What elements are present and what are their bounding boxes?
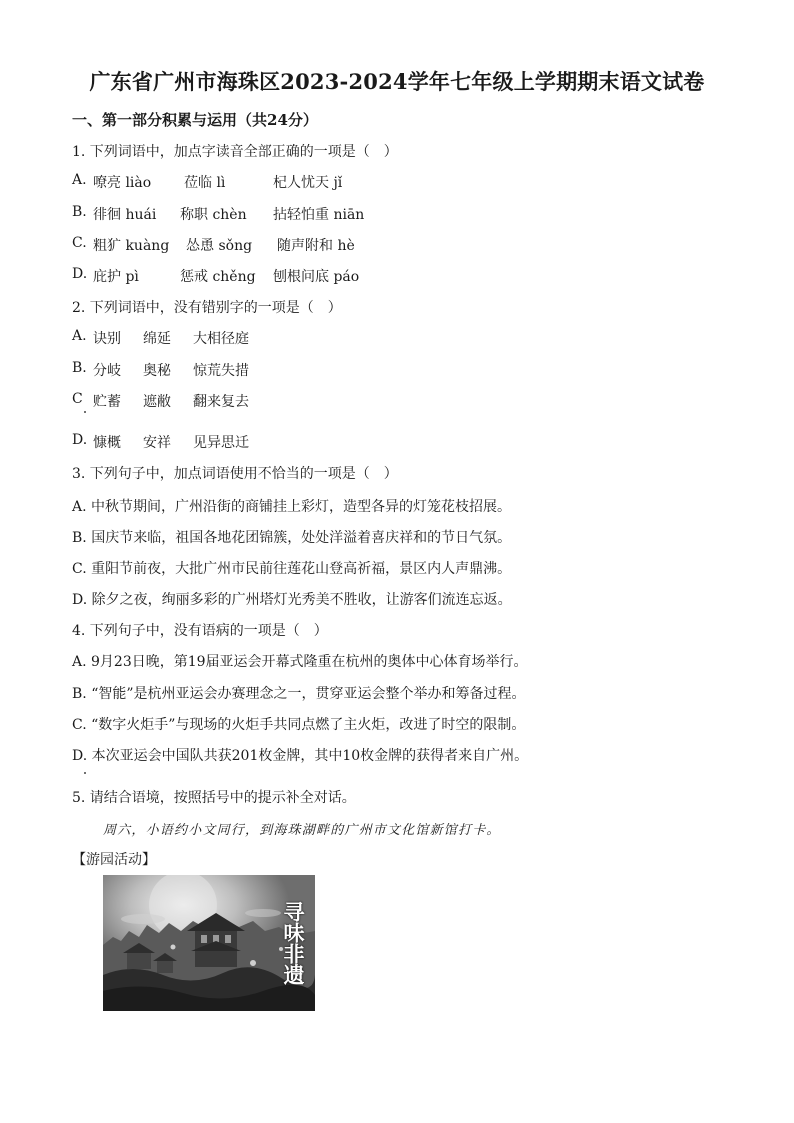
q4-option-d: D. 本次亚运会中国队共获201枚金牌，其中10枚金牌的获得者来自广州。 — [72, 748, 529, 764]
question-1-stem: 1. 下列词语中，加点字读音全部正确的一项是（ ） — [72, 144, 398, 160]
question-2-stem: 2. 下列词语中，没有错别字的一项是（ ） — [72, 300, 342, 316]
option-letter: B. — [72, 204, 87, 220]
option-item: 见异思迁 — [193, 435, 249, 451]
option-item: 随声附和 hè — [277, 238, 355, 254]
option-letter: A. — [72, 328, 87, 344]
option-item: 嘹亮 liào — [93, 175, 152, 191]
option-letter: A. — [72, 172, 87, 188]
q4-option-a: A. 9月23日晚，第19届亚运会开幕式隆重在杭州的奥体中心体育场举行。 — [72, 654, 528, 670]
option-item: 奥秘 — [143, 363, 171, 379]
option-item: 徘徊 huái — [93, 207, 157, 223]
option-item: 杞人忧天 jǐ — [273, 175, 343, 191]
question-5-stem: 5. 请结合语境，按照括号中的提示补全对话。 — [72, 790, 356, 806]
option-letter: D. — [72, 432, 88, 448]
option-letter: B. — [72, 360, 87, 376]
option-item: 粗犷 kuàng — [93, 238, 170, 254]
option-item: 庇护 pì — [93, 269, 139, 285]
option-item: 拈轻怕重 niān — [273, 207, 365, 223]
question-4-stem: 4. 下列句子中，没有语病的一项是（ ） — [72, 623, 328, 639]
q3-option-d: D. 除夕之夜，绚丽多彩的广州塔灯光秀美不胜收，让游客们流连忘返。 — [72, 592, 512, 608]
option-item: 安祥 — [143, 435, 171, 451]
option-item: 刨根问底 páo — [273, 269, 360, 285]
option-item: 怂恿 sǒng — [186, 238, 253, 254]
option-item: 慷概 — [93, 435, 121, 451]
q3-option-b: B. 国庆节来临，祖国各地花团锦簇，处处洋溢着喜庆祥和的节日气氛。 — [72, 530, 512, 546]
q3-option-c: C. 重阳节前夜，大批广州市民前往莲花山登高祈福，景区内人声鼎沸。 — [72, 561, 512, 577]
q4-option-b: B. “智能”是杭州亚运会办赛理念之一，贯穿亚运会整个举办和筹备过程。 — [72, 686, 526, 702]
option-letter: C — [72, 391, 83, 407]
exam-title: 广东省广州市海珠区2023-2024学年七年级上学期期末语文试卷 — [89, 69, 705, 94]
option-item: 称职 chèn — [180, 207, 247, 223]
section-heading: 一、第一部分积累与运用（共24分） — [72, 111, 318, 129]
activity-poster-image — [103, 875, 315, 1011]
option-item: 翻来复去 — [193, 394, 249, 410]
option-item: 莅临 lì — [184, 175, 226, 191]
stray-dot — [84, 772, 86, 774]
activity-tag: 【游园活动】 — [72, 852, 156, 868]
scenario-intro: 周六，小语约小文同行，到海珠湖畔的广州市文化馆新馆打卡。 — [103, 823, 501, 838]
option-item: 贮蓄 — [93, 394, 121, 410]
option-item: 大相径庭 — [193, 331, 249, 347]
stray-dot — [84, 411, 86, 413]
q3-option-a: A. 中秋节期间，广州沿街的商铺挂上彩灯，造型各异的灯笼花枝招展。 — [72, 499, 512, 515]
option-item: 绵延 — [143, 331, 171, 347]
option-item: 惩戒 chěng — [180, 269, 256, 285]
option-letter: C. — [72, 235, 87, 251]
option-letter: D. — [72, 266, 88, 282]
poster-calligraphy: 寻味非遗 — [281, 901, 306, 985]
q4-option-c: C. “数字火炬手”与现场的火炬手共同点燃了主火炬，改进了时空的限制。 — [72, 717, 526, 733]
option-item: 遮敝 — [143, 394, 171, 410]
question-3-stem: 3. 下列句子中，加点词语使用不恰当的一项是（ ） — [72, 466, 398, 482]
option-item: 惊荒失措 — [193, 363, 249, 379]
option-item: 分岐 — [93, 363, 121, 379]
option-item: 诀别 — [93, 331, 121, 347]
